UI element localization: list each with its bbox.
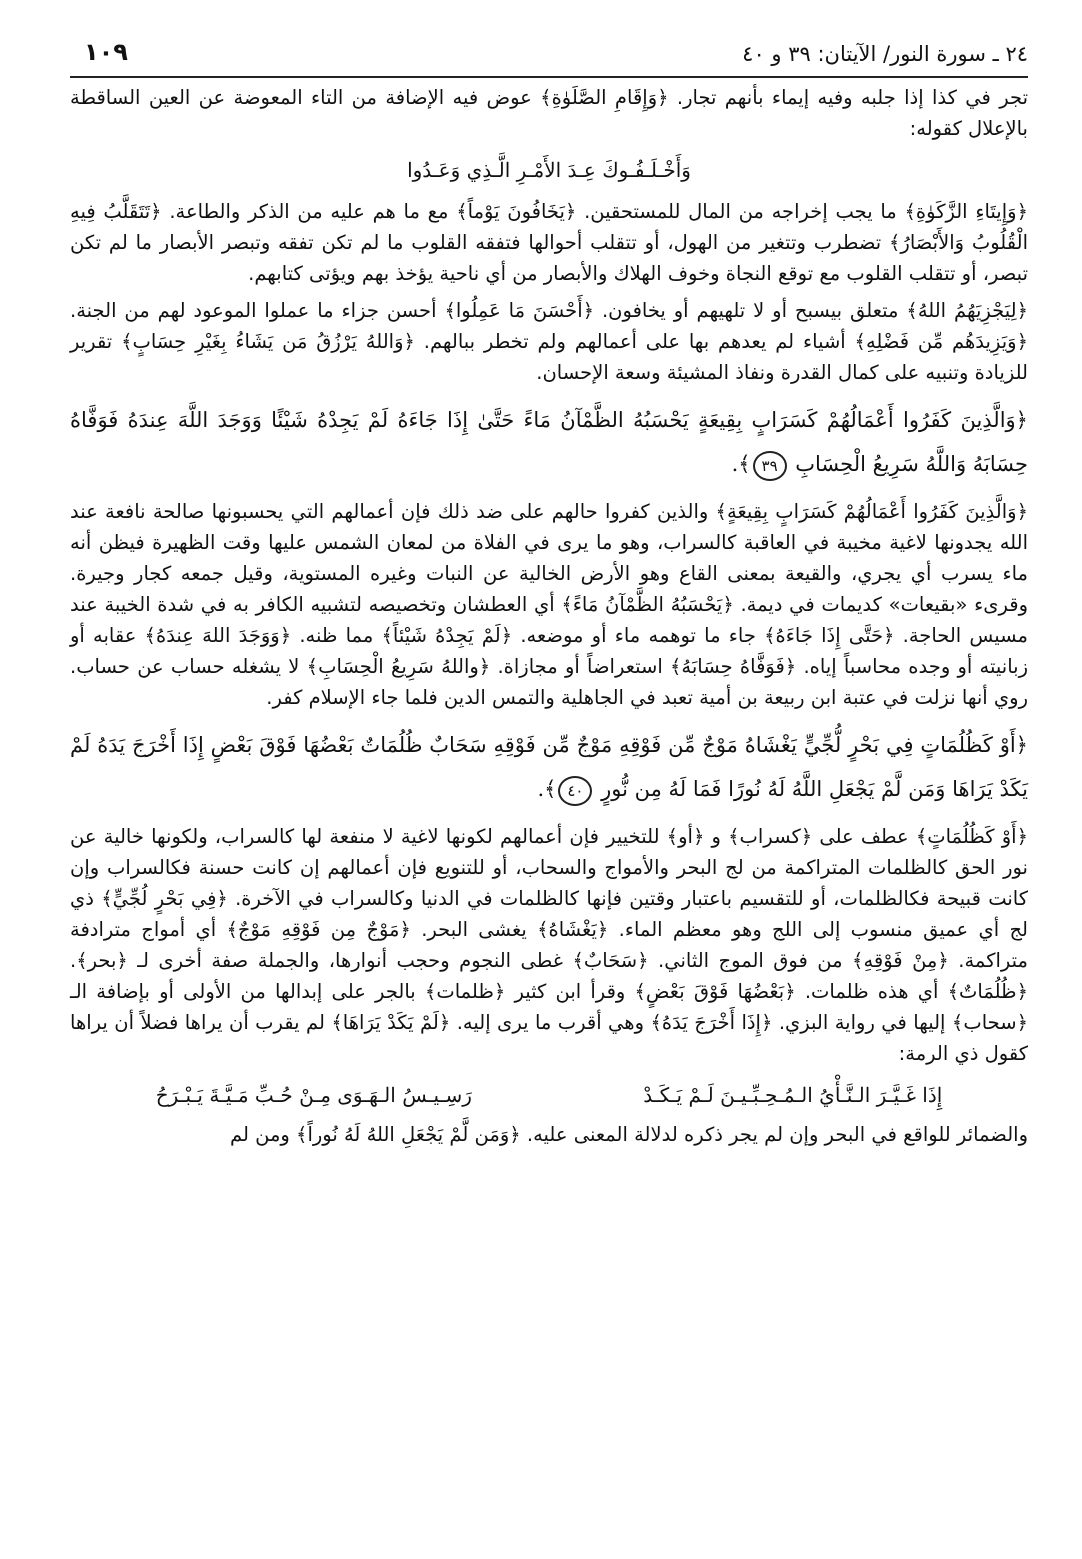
running-title: ٢٤ ـ سورة النور/ الآيتان: ٣٩ و ٤٠ (742, 42, 1028, 66)
book-page (70, 38, 1028, 1538)
verse-close: ﴾. (537, 777, 557, 801)
verse-text: ﴿وَالَّذِينَ كَفَرُوا أَعْمَالُهُمْ كَسَرَابٍ بِقِيعَةٍ يَحْسَبُهُ الظَّمْآنُ مَاءً حَتَّىٰ إِذَا جَاءَهُ لَمْ يَجِدْهُ شَيْئًا وَوَجَدَ اللَّهَ عِندَهُ فَوَفَّاهُ حِسَابَهُ وَاللَّهُ سَرِيعُ الْحِسَابِ (70, 408, 1028, 476)
poem-hemistich-right: إِذَا غَـيَّـرَ الـنَّـأْيُ الـمُـحِـبِّـيـنَ لَـمْ يَـكَـدْ (643, 1083, 943, 1107)
paragraph: ﴿وَإِيتَاءِ الزَّكَوٰةِ﴾ ما يجب إخراجه من المال للمستحقين. ﴿يَخَافُونَ يَوْماً﴾ مع ما هم عليه من الذكر والطاعة. ﴿تَتَقَلَّبُ فِيهِ الْقُلُوبُ وَالأَبْصَارُ﴾ تضطرب وتتغير من الهول، أو تتقلب أحوالها فتفقه القلوب ما لم تكن تفقه وتبصر الأبصار ما لم تكن تبصر، أو تتقلب القلوب مع توقع النجاة وخوف الهلاك والأبصار من أي ناحية يؤخذ بهم ويؤتى كتابهم. (70, 200, 1028, 285)
quran-verse-39 (70, 398, 1028, 486)
ayah-number-marker: ٤٠ (558, 776, 592, 806)
header-rule (70, 76, 1028, 78)
verse-text: ﴿أَوْ كَظُلُمَاتٍ فِي بَحْرٍ لُّجِّيٍّ يَغْشَاهُ مَوْجٌ مِّن فَوْقِهِ مَوْجٌ مِّن فَوْقِهِ سَحَابٌ ظُلُمَاتٌ بَعْضُهَا فَوْقَ بَعْضٍ إِذَا أَخْرَجَ يَدَهُ لَمْ يَكَدْ يَرَاهَا وَمَن لَّمْ يَجْعَلِ اللَّهُ لَهُ نُورًا فَمَا لَهُ مِن نُّورٍ (70, 733, 1028, 801)
paragraph: ﴿وَالَّذِينَ كَفَرُوا أَعْمَالُهُمْ كَسَرَابٍ بِقِيعَةٍ﴾ والذين كفروا حالهم على ضد ذلك فإن أعمالهم التي يحسبونها صالحة نافعة عند الله يجدونها لاغية مخيبة في العاقبة كالسراب، وهو ما يرى في الفلاة من لمعان الشمس عليها وقت الظهيرة فيظن أنه ماء يسرب أي يجري، والقيعة بمعنى القاع وهو الأرض الخالية عن النبات وغيره المستوية، وقيل جمعه كجار وجيرة. وقرىء «بقيعات» كديمات في ديمة. ﴿يَحْسَبُهُ الظَّمْآنُ مَاءً﴾ أي العطشان وتخصيصه لتشبيه الكافر به في شدة الخيبة عند مسيس الحاجة. ﴿حَتَّى إِذَا جَاءَهُ﴾ جاء ما توهمه ماء أو موضعه. ﴿لَمْ يَجِدْهُ شَيْئاً﴾ مما ظنه. ﴿وَوَجَدَ اللهَ عِندَهُ﴾ عقابه أو زبانيته أو وجده محاسباً إياه. ﴿فَوَفَّاهُ حِسَابَهُ﴾ استعراضاً أو مجازاة. ﴿واللهُ سَرِيعُ الْحِسَابِ﴾ لا يشغله حساب عن حساب. روي أنها نزلت في عتبة ابن ربيعة بن أمية تعبد في الجاهلية والتمس الدين فلما جاء الإسلام كفر. (70, 500, 1028, 709)
paragraph: تجر في كذا إذا جلبه وفيه إيماء بأنهم تجار. ﴿وَإِقَامِ الصَّلَوٰةِ﴾ عوض فيه الإضافة من التاء المعوضة عن العين الساقطة بالإعلال كقوله: (70, 86, 1028, 140)
paragraph: والضمائر للواقع في البحر وإن لم يجر ذكره لدلالة المعنى عليه. ﴿وَمَن لَّمْ يَجْعَلِ اللهُ لَهُ نُوراً﴾ ومن لم (230, 1123, 1028, 1146)
ayah-number-marker: ٣٩ (753, 451, 787, 481)
poem-verse-two-hemistichs (70, 1075, 1028, 1115)
paragraph: ﴿أَوْ كَظُلُمَاتٍ﴾ عطف على ﴿كسراب﴾ و ﴿أو﴾ للتخيير فإن أعمالهم لكونها لاغية لا منفعة لها كالسراب، ولكونها خالية عن نور الحق كالظلمات المتراكمة من لج البحر والأمواج والسحاب، أو للتنويع فإن أعمالهم إن كانت حسنة فكالسراب وإن كانت قبيحة فكالظلمات، أو للتقسيم باعتبار وقتين فإنها كالظلمات في الدنيا وكالسراب في الآخرة. ﴿فِي بَحْرٍ لُجِّيٍّ﴾ ذي لج أي عميق منسوب إلى اللج وهو معظم الماء. ﴿يَغْشَاهُ﴾ يغشى البحر. ﴿مَوْجٌ مِن فَوْقِهِ مَوْجٌ﴾ أي أمواج مترادفة متراكمة. ﴿مِنْ فَوْقِهِ﴾ من فوق الموج الثاني. ﴿سَحَابٌ﴾ غطى النجوم وحجب أنوارها، والجملة صفة أخرى لـ ﴿بحر﴾. ﴿ظُلُمَاتٌ﴾ أي هذه ظلمات. ﴿بَعْضُهَا فَوْقَ بَعْضٍ﴾ وقرأ ابن كثير ﴿ظلمات﴾ بالجر على إبدالها من الأولى أو بإضافة الـ ﴿سحاب﴾ إليها في رواية البزي. ﴿إِذَا أَخْرَجَ يَدَهُ﴾ وهي أقرب ما يرى إليه. ﴿لَمْ يَكَدْ يَرَاهَا﴾ لم يقرب أن يراها فضلاً أن يراها كقول ذي الرمة: (70, 825, 1028, 1065)
page-header (70, 38, 1028, 78)
paragraph: ﴿لِيَجْزِيَهُمُ اللهُ﴾ متعلق بيسبح أو لا تلهيهم أو يخافون. ﴿أَحْسَنَ مَا عَمِلُوا﴾ أحسن جزاء ما عملوا الموعود لهم من الجنة. ﴿وَيَزِيدَهُم مِّن فَضْلِهِ﴾ أشياء لم يعدهم بها على أعمالهم ولم تخطر ببالهم. ﴿وَاللهُ يَرْزُقُ مَن يَشَاءُ بِغَيْرِ حِسَابٍ﴾ تقرير للزيادة وتنبيه على كمال القدرة ونفاذ المشيئة وسعة الإحسان. (70, 299, 1028, 384)
poem-hemistich-left: رَسِـيـسُ الـهَـوَى مِـنْ حُـبِّ مَـيَّـةَ يَـبْـرَحُ (155, 1083, 472, 1107)
verse-close: ﴾. (731, 452, 751, 476)
page-number: ١٠٩ (84, 38, 128, 66)
quran-verse-40 (70, 723, 1028, 811)
poem-verse: وَأَخْـلَـفُـوكَ عِـدَ الأَمْـرِ الَّـذِي وَعَـدُوا (407, 158, 691, 182)
page-content (70, 82, 1028, 1156)
